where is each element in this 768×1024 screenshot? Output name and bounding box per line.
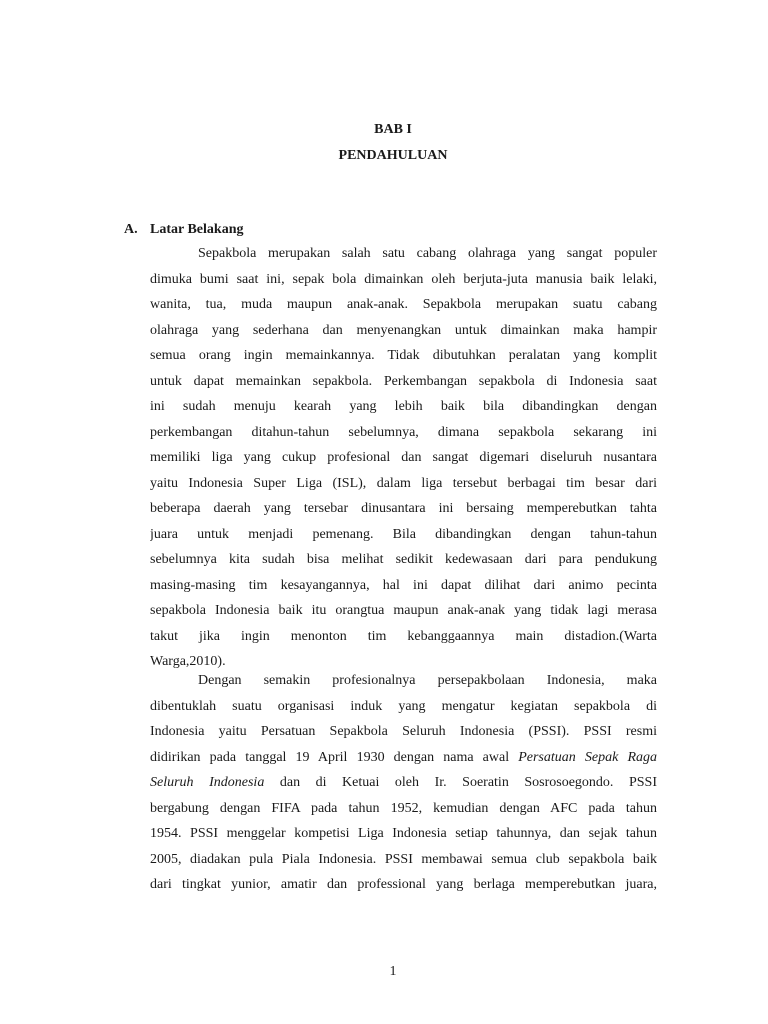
paragraph-line	[150, 770, 657, 796]
paragraph-line: takut jika ingin menonton tim kebanggaannya main distadion.(Warta	[150, 628, 657, 644]
paragraph-line	[150, 745, 657, 771]
paragraph-line: memiliki liga yang cukup profesional dan sangat digemari diseluruh nusantara	[150, 450, 657, 465]
paragraph-2	[150, 668, 657, 898]
paragraph-line: sepakbola Indonesia baik itu orangtua maupun anak-anak yang tidak lagi merasa	[150, 603, 657, 618]
paragraph-line: 1954. PSSI menggelar kompetisi Liga Indonesia setiap tahunnya, dan sejak tahun	[150, 826, 657, 841]
section-title: Latar Belakang	[150, 222, 244, 237]
paragraph-line: wanita, tua, muda maupun anak-anak. Sepakbola merupakan suatu cabang	[150, 297, 657, 312]
paragraph-line: semua orang ingin memainkannya. Tidak dibutuhkan peralatan yang komplit	[150, 348, 657, 363]
chapter-heading: BAB I	[374, 122, 412, 137]
paragraph-text: dan di Ketuai oleh Ir. Soeratin Sosrosoegondo. PSSI	[264, 775, 657, 790]
paragraph-line: dari tingkat yunior, amatir dan professional yang berlaga memperebutkan juara,	[150, 877, 657, 892]
paragraph-line: dimuka bumi saat ini, sepak bola dimainkan oleh berjuta-juta manusia baik lelaki,	[150, 271, 657, 287]
section-heading	[124, 222, 243, 238]
paragraph-line: juara untuk menjadi pemenang. Bila dibandingkan dengan tahun-tahun	[150, 526, 657, 542]
paragraph-line: Dengan semakin profesionalnya persepakbolaan Indonesia, maka	[198, 673, 657, 688]
paragraph-line: bergabung dengan FIFA pada tahun 1952, kemudian dengan AFC pada tahun	[150, 800, 657, 816]
organization-name-italic: Persatuan Sepak Raga	[518, 749, 657, 765]
section-number: A.	[124, 222, 138, 237]
paragraph-line: beberapa daerah yang tersebar dinusantara ini bersaing memperebutkan tahta	[150, 501, 657, 516]
chapter-title: PENDAHULUAN	[338, 148, 448, 163]
paragraph-line: Indonesia yaitu Persatuan Sepakbola Seluruh Indonesia (PSSI). PSSI resmi	[150, 724, 657, 739]
paragraph-line: sebelumnya kita sudah bisa melihat sedikit kedewasaan dari para pendukung	[150, 552, 657, 567]
paragraph-line: untuk dapat memainkan sepakbola. Perkembangan sepakbola di Indonesia saat	[150, 373, 657, 389]
page-number: 1	[389, 964, 397, 979]
paragraph-line: 2005, diadakan pula Piala Indonesia. PSSI membawai semua club sepakbola baik	[150, 851, 657, 867]
paragraph-line: olahraga yang sederhana dan menyenangkan untuk dimainkan maka hampir	[150, 322, 657, 338]
paragraph-line: ini sudah menuju kearah yang lebih baik bila dibandingkan dengan	[150, 399, 657, 414]
paragraph-line: masing-masing tim kesayangannya, hal ini dapat dilihat dari animo pecinta	[150, 577, 657, 593]
organization-name-italic: Seluruh Indonesia	[150, 775, 265, 790]
paragraph-line: yaitu Indonesia Super Liga (ISL), dalam liga tersebut berbagai tim besar dari	[150, 475, 657, 491]
paragraph-line: Warga,2010).	[150, 654, 226, 669]
paragraph-line: Sepakbola merupakan salah satu cabang olahraga yang sangat populer	[198, 246, 657, 261]
paragraph-line: perkembangan ditahun-tahun sebelumnya, dimana sepakbola sekarang ini	[150, 424, 657, 440]
paragraph-1	[150, 241, 657, 675]
paragraph-line: dibentuklah suatu organisasi induk yang mengatur kegiatan sepakbola di	[150, 698, 657, 714]
paragraph-text: didirikan pada tanggal 19 April 1930 dengan nama awal	[150, 749, 519, 765]
